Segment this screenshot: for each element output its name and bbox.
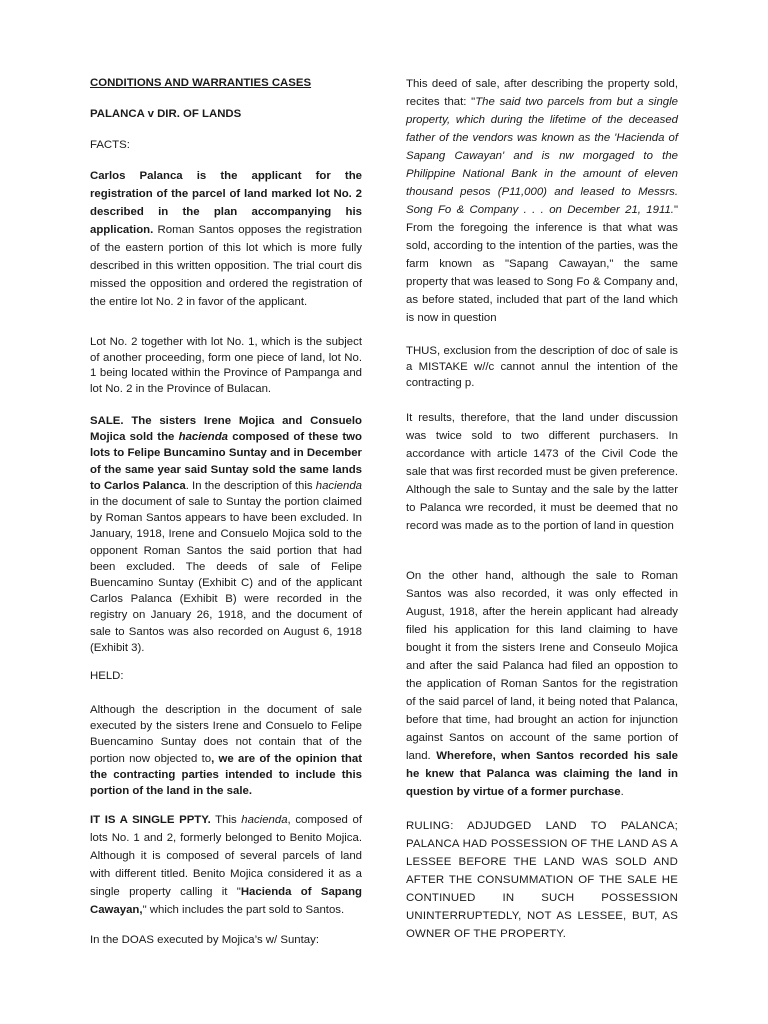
- sale-bold-1: SALE. The sisters Irene Mojica and Consuelo Mojica sold the: [90, 415, 362, 444]
- sale-paragraph: [90, 413, 362, 656]
- twice-sold-paragraph: It results, therefore, that the land under discussion was twice sold to two different purchasers. In accordance with article 1473 of the Civil Code the sale that was first recorded must be given preference. Although the sale to Suntay and the sale by the latter to Palanca wre recorded, it must be deemed that no record was made as to the portion of land in question: [406, 412, 678, 532]
- held-bold: , we are of the opinion that the contracting parties intended to include this portion of the land in the sale.: [90, 752, 362, 798]
- roman-santos-end: .: [620, 786, 624, 798]
- sale-bold-italic: hacienda: [178, 431, 229, 444]
- facts-p1-rest: Roman Santos opposes the registration of the eastern portion of this lot which is more fully described in this written opposition. The trial court dis missed the opposition and ordered the registration of the entire lot No. 2 in favor of the applicant.: [90, 224, 362, 308]
- deed-of-sale-paragraph: [406, 75, 678, 327]
- deed-rest-1: This deed of sale, after describing the property sold, recites that: ": [406, 78, 678, 108]
- roman-santos-paragraph: [406, 567, 678, 801]
- single-property-paragraph: [90, 811, 362, 919]
- sale-rest-1: . In the description of this: [185, 479, 316, 492]
- roman-santos-rest: On the other hand, although the sale to Roman Santos was also recorded, it was only effected in August, 1918, after the herein applicant had already filed his application for this land claiming to have bought it from the sisters Irene and Conseulo Mojica and after the said Palanca had filed an oppostion to the application of Roman Santos for the registration of the said parcel of land, it being noted that Palanca, before that time, had brought an action for injunction against Santos on account of the same portion of land.: [406, 570, 678, 762]
- single-ppty-italic: hacienda: [241, 814, 288, 826]
- document-heading: CONDITIONS AND WARRANTIES CASES: [90, 77, 312, 89]
- facts-paragraph-2: Lot No. 2 together with lot No. 1, which is the subject of another proceeding, form one piece of land, lot No. 1 being located within the Province of Pampanga and lot No. 2 in the Province of Bulacan.: [90, 336, 362, 395]
- sale-rest-2: in the document of sale to Suntay the portion claimed by Roman Santos appears to have been excluded. In January, 1918, Irene and Consuelo Mojica sold to the opponent Roman Santos the said portion that had been excluded. The deeds of sale of Felipe Buencamino Suntay (Exhibit C) and of the applicant Carlos Palanca (Exhibit B) were recorded in the registry on January 26, 1918, and the document of sale to Santos was also recorded on August 6, 1918 (Exhibit 3).: [90, 496, 362, 654]
- mistake-paragraph: THUS, exclusion from the description of doc of sale is a MISTAKE w//c cannot annul the intention of the contracting p.: [406, 345, 678, 390]
- doas-line: In the DOAS executed by Mojica’s w/ Suntay:: [90, 934, 319, 946]
- held-label: HELD:: [90, 670, 124, 682]
- single-ppty-rest-2: , composed of lots No. 1 and 2, formerly belonged to Benito Mojica. Although it is composed of several parcels of land with different titled. Benito Mojica considered it as a single property calling it ": [90, 814, 362, 898]
- held-rest: Although the description in the document of sale executed by the sisters Irene and Consuelo to Felipe Buencamino Suntay does not contain that of the portion now objected to: [90, 704, 362, 765]
- deed-rest-2: " From the foregoing the inference is that what was sold, according to the intention of the parties, was the farm known as "Sapang Cawayan," the same property that was leased to Song Fo & Company and, as before stated, included that part of the land which is now in question: [406, 204, 678, 324]
- deed-quote-italic: The said two parcels from but a single property, which during the lifetime of the deceased father of the vendors was known as the 'Hacienda of Sapang Cawayan' and is nw morgaged to the Philippine National Bank in the amount of eleven thousand pesos (P11,000) and leased to Messrs. Song Fo & Company . . . on December 21, 1911.: [406, 96, 678, 216]
- roman-santos-bold: Wherefore, when Santos recorded his sale he knew that Palanca was claiming the land in question by virtue of a former purchase: [406, 750, 678, 798]
- single-ppty-rest-1: This: [210, 814, 242, 826]
- sale-italic: hacienda: [315, 479, 363, 492]
- held-paragraph: [90, 702, 362, 799]
- sale-bold-2: composed of these two lots to Felipe Buncamino Suntay and in December of the same year said Suntay sold the same lands to Carlos Palanca: [90, 431, 362, 492]
- single-ppty-rest-3: " which includes the part sold to Santos.: [142, 904, 345, 916]
- facts-p1-bold: Carlos Palanca is the applicant for the registration of the parcel of land marked lot No. 2 described in the plan accompanying his application.: [90, 170, 362, 236]
- facts-label: FACTS:: [90, 139, 130, 151]
- case-title: PALANCA v DIR. OF LANDS: [90, 108, 242, 120]
- facts-paragraph-1: [90, 167, 362, 311]
- single-ppty-bold: IT IS A SINGLE PPTY.: [90, 814, 211, 826]
- single-ppty-bold-2: Hacienda of Sapang Cawayan,: [90, 886, 362, 916]
- ruling-paragraph: RULING: ADJUDGED LAND TO PALANCA; PALANCA HAD POSSESSION OF THE LAND AS A LESSEE BEFORE THE LAND WAS SOLD AND AFTER THE CONSUMMATION OF THE SALE HE CONTINUED IN SUCH POSSESSION UNINTERRUPTEDLY, NOT AS LESSEE, BUT, AS OWNER OF THE PROPERTY.: [406, 820, 678, 940]
